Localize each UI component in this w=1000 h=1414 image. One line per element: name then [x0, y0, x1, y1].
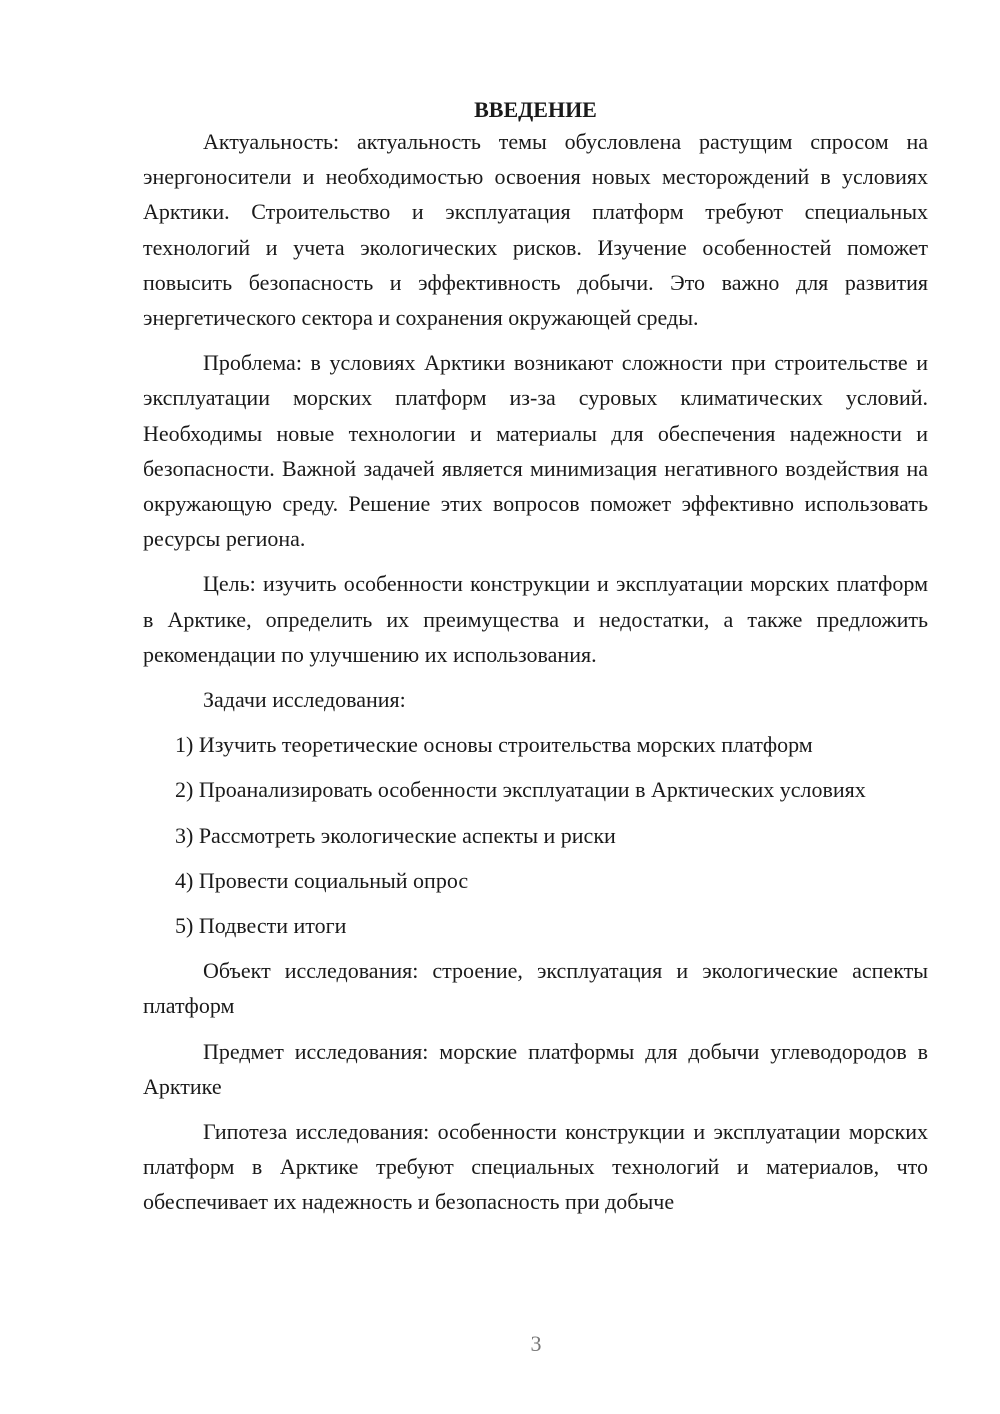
- task-item-3: 3) Рассмотреть экологические аспекты и риски: [175, 822, 616, 848]
- paragraph-problem: Проблема: в условиях Арктики возникают сложности при строительстве и эксплуатации морских платформ из-за суровых климатических условий. Необходимы новые технологии и материалы для обеспечения надежности и безопасности. Важной задачей является минимизация негативного воздействия на окружающую среду. Решение этих вопросов поможет эффективно использовать ресурсы региона.: [143, 350, 928, 552]
- paragraph-subject: Предмет исследования: морские платформы для добычи углеводородов в Арктике: [143, 1038, 928, 1099]
- paragraph-relevance: Актуальность: актуальность темы обусловлена растущим спросом на энергоносители и необходимостью освоения новых месторождений в условиях Арктики. Строительство и эксплуатация платформ требуют специальных технологий и учета экологических рисков. Изучение особенностей поможет повысить безопасность и эффективность добычи. Это важно для развития энергетического сектора и сохранения окружающей среды.: [143, 129, 928, 331]
- task-item-2: 2) Проанализировать особенности эксплуатации в Арктических условиях: [175, 777, 866, 803]
- task-item-4: 4) Провести социальный опрос: [175, 867, 469, 893]
- paragraph-hypothesis: Гипотеза исследования: особенности конструкции и эксплуатации морских платформ в Арктике требуют специальных технологий и материалов, что обеспечивает их надежность и безопасность при добыче: [143, 1119, 928, 1215]
- tasks-heading: Задачи исследования:: [203, 687, 406, 713]
- task-item-1: 1) Изучить теоретические основы строительства морских платформ: [175, 732, 813, 758]
- task-item-5: 5) Подвести итоги: [175, 913, 347, 939]
- document-page: [143, 92, 928, 1230]
- section-heading: ВВЕДЕНИЕ: [474, 97, 597, 122]
- page-number: 3: [530, 1331, 542, 1356]
- paragraph-goal: Цель: изучить особенности конструкции и эксплуатации морских платформ в Арктике, определить их преимущества и недостатки, а также предложить рекомендации по улучшению их использования.: [143, 571, 928, 667]
- paragraph-object: Объект исследования: строение, эксплуатация и экологические аспекты платформ: [143, 958, 928, 1019]
